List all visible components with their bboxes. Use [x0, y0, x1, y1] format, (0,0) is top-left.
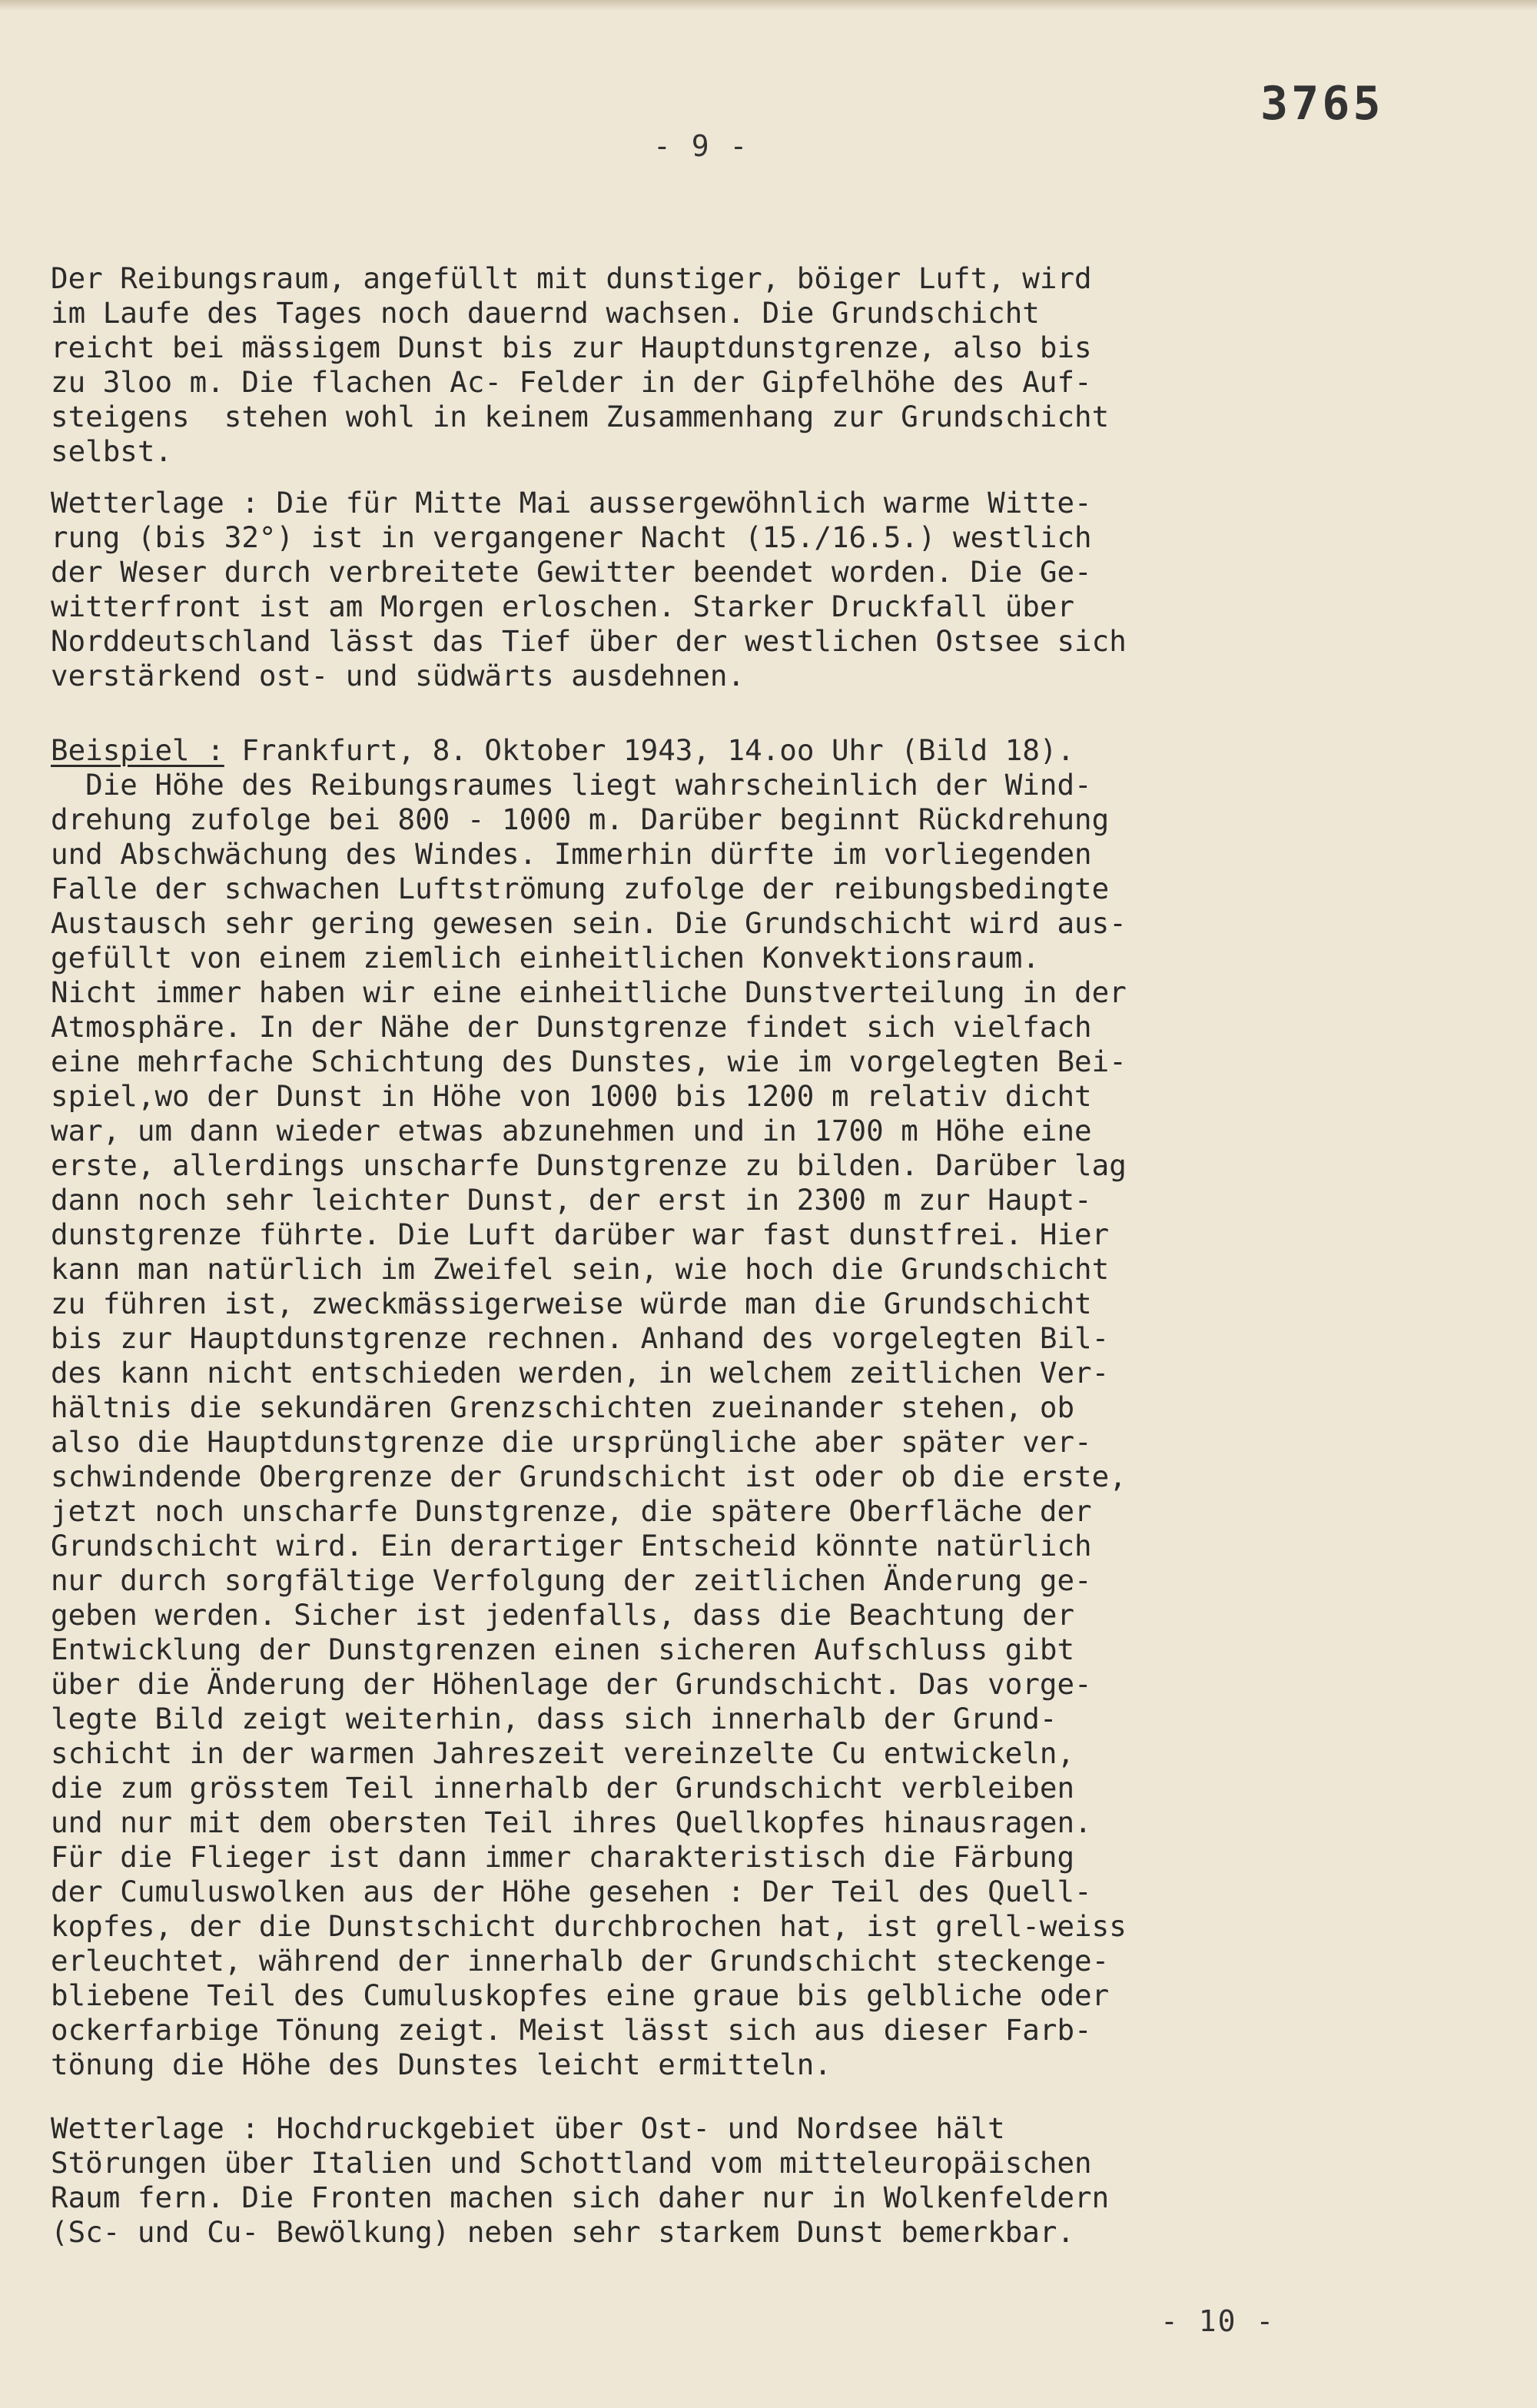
next-page-marker: - 10 - — [1160, 2304, 1276, 2338]
text-line: Norddeutschland lässt das Tief über der westlichen Ostsee sich — [51, 624, 1127, 658]
text-line: dunstgrenze führte. Die Luft darüber war fast dunstfrei. Hier — [51, 1217, 1110, 1251]
text-line: der Cumuluswolken aus der Höhe gesehen : Der Teil des Quell- — [51, 1875, 1092, 1908]
paragraph-reibungsraum — [51, 261, 1373, 469]
paragraph-wetterlage-1 — [51, 486, 1373, 693]
text-line: erleuchtet, während der innerhalb der Grundschicht steckenge- — [51, 1944, 1110, 1978]
text-line: Wetterlage : Die für Mitte Mai aussergewöhnlich warme Witte- — [51, 486, 1092, 520]
text-line: hältnis die sekundären Grenzschichten zueinander stehen, ob — [51, 1390, 1075, 1424]
text-line: war, um dann wieder etwas abzunehmen und in 1700 m Höhe eine — [51, 1114, 1092, 1148]
text-line: witterfront ist am Morgen erloschen. Starker Druckfall über — [51, 590, 1075, 623]
text-line: zu führen ist, zweckmässigerweise würde man die Grundschicht — [51, 1287, 1092, 1320]
example-label: Beispiel : — [51, 733, 224, 767]
text-line: dann noch sehr leichter Dunst, der erst in 2300 m zur Haupt- — [51, 1183, 1092, 1217]
text-line: Raum fern. Die Fronten machen sich daher nur in Wolkenfeldern — [51, 2180, 1110, 2214]
text-line: ockerfarbige Tönung zeigt. Meist lässt sich aus dieser Farb- — [51, 2013, 1092, 2047]
paragraph-beispiel-body — [51, 768, 1373, 2082]
text-line: Atmosphäre. In der Nähe der Dunstgrenze findet sich vielfach — [51, 1010, 1092, 1044]
example-heading-text: Frankfurt, 8. Oktober 1943, 14.oo Uhr (Bild 18). — [224, 733, 1075, 767]
text-line: bis zur Hauptdunstgrenze rechnen. Anhand des vorgelegten Bil- — [51, 1321, 1110, 1355]
text-line: der Weser durch verbreitete Gewitter beendet worden. Die Ge- — [51, 555, 1092, 589]
text-line: selbst. — [51, 434, 173, 468]
text-line: des kann nicht entschieden werden, in welchem zeitlichen Ver- — [51, 1356, 1110, 1390]
text-line: über die Änderung der Höhenlage der Grundschicht. Das vorge- — [51, 1667, 1092, 1701]
text-line: und Abschwächung des Windes. Immerhin dürfte im vorliegenden — [51, 837, 1092, 871]
text-line: Wetterlage : Hochdruckgebiet über Ost- und Nordsee hält — [51, 2111, 1005, 2145]
text-line: geben werden. Sicher ist jedenfalls, dass die Beachtung der — [51, 1598, 1075, 1632]
paragraph-wetterlage-2 — [51, 2111, 1373, 2250]
text-line: also die Hauptdunstgrenze die ursprüngliche aber später ver- — [51, 1425, 1092, 1459]
text-line: Der Reibungsraum, angefüllt mit dunstiger, böiger Luft, wird — [51, 261, 1092, 295]
paper-edge — [0, 0, 1537, 11]
text-line: zu 3loo m. Die flachen Ac- Felder in der Gipfelhöhe des Auf- — [51, 365, 1092, 399]
text-line: und nur mit dem obersten Teil ihres Quellkopfes hinausragen. — [51, 1805, 1092, 1839]
text-line: Entwicklung der Dunstgrenzen einen sicheren Aufschluss gibt — [51, 1632, 1075, 1666]
text-line: kopfes, der die Dunstschicht durchbrochen hat, ist grell-weiss — [51, 1909, 1127, 1943]
text-line: Nicht immer haben wir eine einheitliche Dunstverteilung in der — [51, 975, 1127, 1009]
text-line: bliebene Teil des Cumuluskopfes eine graue bis gelbliche oder — [51, 1978, 1110, 2012]
text-line: reicht bei mässigem Dunst bis zur Hauptdunstgrenze, also bis — [51, 330, 1092, 364]
text-line: gefüllt von einem ziemlich einheitlichen Konvektionsraum. — [51, 941, 1040, 975]
text-line: steigens stehen wohl in keinem Zusammenhang zur Grundschicht — [51, 400, 1110, 433]
text-line: drehung zufolge bei 800 - 1000 m. Darüber beginnt Rückdrehung — [51, 802, 1110, 836]
text-line: legte Bild zeigt weiterhin, dass sich innerhalb der Grund- — [51, 1702, 1057, 1735]
text-line: erste, allerdings unscharfe Dunstgrenze zu bilden. Darüber lag — [51, 1148, 1127, 1182]
text-line: tönung die Höhe des Dunstes leicht ermitteln. — [51, 2048, 832, 2081]
text-line: Störungen über Italien und Schottland vom mitteleuropäischen — [51, 2146, 1092, 2180]
text-line: Grundschicht wird. Ein derartiger Entscheid könnte natürlich — [51, 1529, 1092, 1563]
document-number: 3765 — [1260, 77, 1384, 131]
text-line: (Sc- und Cu- Bewölkung) neben sehr starkem Dunst bemerkbar. — [51, 2215, 1075, 2249]
text-line: kann man natürlich im Zweifel sein, wie hoch die Grundschicht — [51, 1252, 1110, 1286]
text-line: Für die Flieger ist dann immer charakteristisch die Färbung — [51, 1840, 1075, 1874]
text-line: jetzt noch unscharfe Dunstgrenze, die spätere Oberfläche der — [51, 1494, 1092, 1528]
page-number: - 9 - — [653, 129, 749, 163]
text-line: im Laufe des Tages noch dauernd wachsen. Die Grundschicht — [51, 296, 1040, 330]
text-line: Falle der schwachen Luftströmung zufolge der reibungsbedingte — [51, 872, 1110, 905]
text-line: verstärkend ost- und südwärts ausdehnen. — [51, 659, 745, 693]
text-line: Austausch sehr gering gewesen sein. Die Grundschicht wird aus- — [51, 906, 1127, 940]
text-line: nur durch sorgfältige Verfolgung der zeitlichen Änderung ge- — [51, 1563, 1092, 1597]
text-line: rung (bis 32°) ist in vergangener Nacht (15./16.5.) westlich — [51, 520, 1092, 554]
text-line: schwindende Obergrenze der Grundschicht ist oder ob die erste, — [51, 1460, 1127, 1493]
text-line: die zum grösstem Teil innerhalb der Grundschicht verbleiben — [51, 1771, 1075, 1805]
example-heading — [51, 733, 1074, 767]
text-line: eine mehrfache Schichtung des Dunstes, wie im vorgelegten Bei- — [51, 1045, 1127, 1078]
text-line: schicht in der warmen Jahreszeit vereinzelte Cu entwickeln, — [51, 1736, 1075, 1770]
text-line: spiel,wo der Dunst in Höhe von 1000 bis 1200 m relativ dicht — [51, 1079, 1092, 1113]
text-line: Die Höhe des Reibungsraumes liegt wahrscheinlich der Wind- — [51, 768, 1092, 802]
